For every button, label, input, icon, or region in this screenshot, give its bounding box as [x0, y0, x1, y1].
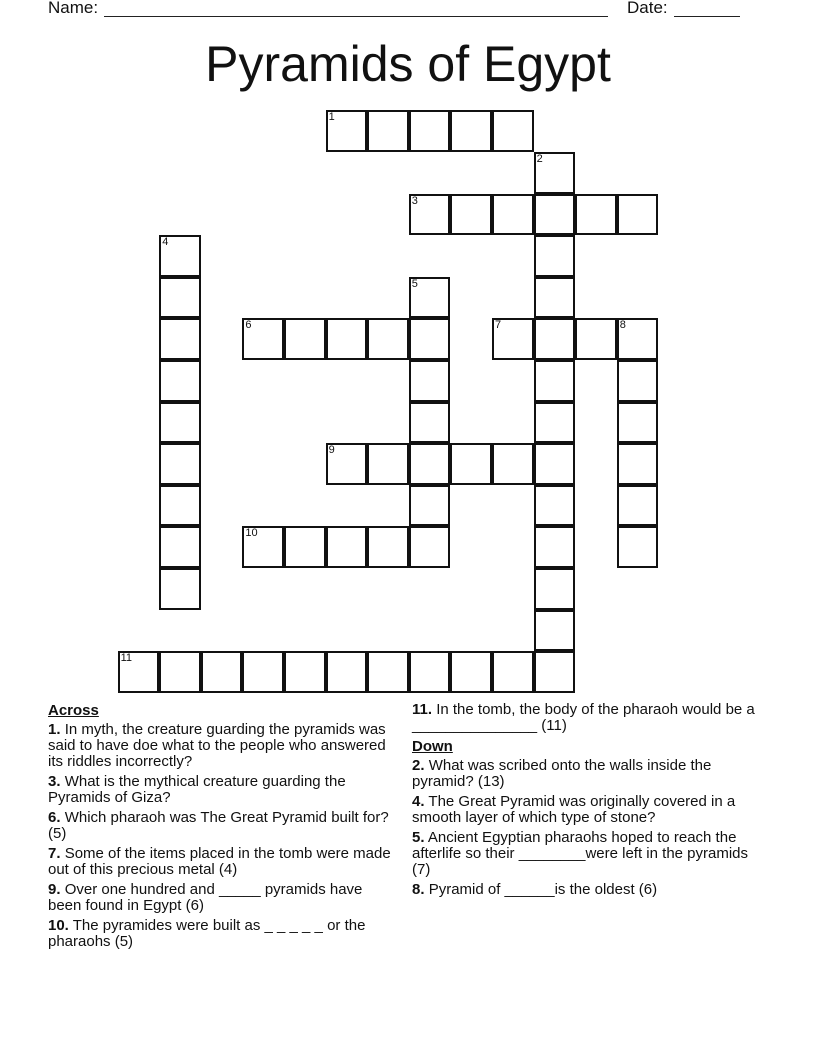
crossword-cell[interactable]	[450, 443, 492, 485]
crossword-cell[interactable]	[617, 402, 659, 444]
clue-across-10: 10. The pyramides were built as _ _ _ _ _ or the pharaohs (5)	[48, 917, 366, 950]
crossword-cell[interactable]	[326, 526, 368, 568]
clue-across-11: 11. In the tomb, the body of the pharaoh would be a _______________ (11)	[412, 701, 755, 734]
crossword-cell[interactable]	[534, 402, 576, 444]
page-title: Pyramids of Egypt	[205, 36, 611, 92]
cell-number: 8	[619, 319, 626, 332]
clue-down-4: 4. The Great Pyramid was originally covered in a smooth layer of which type of stone?	[412, 793, 736, 826]
crossword-cell[interactable]	[409, 110, 451, 152]
clue-across-3: 3. What is the mythical creature guarding the Pyramids of Giza?	[48, 773, 346, 806]
crossword-cell[interactable]	[575, 194, 617, 236]
crossword-cell[interactable]	[284, 318, 326, 360]
clue-down-5: 5. Ancient Egyptian pharaohs hoped to reach the afterlife so their ________were left in the pyramids (7)	[412, 829, 749, 878]
crossword-cell[interactable]	[367, 318, 409, 360]
crossword-cell[interactable]	[159, 402, 201, 444]
name-label: Name:	[48, 0, 99, 17]
crossword-cell[interactable]	[159, 526, 201, 568]
clue-across-6: 6. Which pharaoh was The Great Pyramid built for? (5)	[48, 809, 389, 842]
clue-across-1: 1. In myth, the creature guarding the pyramids was said to have doe what to the people who answered its riddles incorrectly?	[48, 721, 386, 770]
crossword-cell[interactable]	[242, 651, 284, 693]
clue-across-7: 7. Some of the items placed in the tomb were made out of this precious metal (4)	[48, 845, 391, 878]
crossword-cell[interactable]	[534, 152, 576, 194]
crossword-cell[interactable]	[534, 526, 576, 568]
crossword-cell[interactable]	[159, 360, 201, 402]
crossword-cell[interactable]	[326, 443, 368, 485]
crossword-cell[interactable]	[617, 485, 659, 527]
crossword-cell[interactable]	[617, 194, 659, 236]
crossword-cell[interactable]	[159, 277, 201, 319]
crossword-cell[interactable]	[409, 402, 451, 444]
crossword-cell[interactable]	[367, 443, 409, 485]
crossword-cell[interactable]	[575, 318, 617, 360]
crossword-cell[interactable]	[159, 235, 201, 277]
clues-column-right	[412, 702, 762, 902]
crossword-cell[interactable]	[534, 194, 576, 236]
crossword-cell[interactable]	[617, 443, 659, 485]
cell-number: 5	[411, 277, 418, 290]
crossword-cell[interactable]	[159, 485, 201, 527]
crossword-cell[interactable]	[284, 526, 326, 568]
cell-number: 9	[328, 444, 335, 457]
cell-number: 11	[120, 652, 133, 665]
crossword-cell[interactable]	[159, 568, 201, 610]
cell-number: 2	[536, 153, 543, 165]
down-heading: Down	[412, 738, 453, 755]
crossword-cell[interactable]	[409, 485, 451, 527]
crossword-cell[interactable]	[534, 651, 576, 693]
crossword-cell[interactable]	[201, 651, 243, 693]
crossword-cell[interactable]	[450, 651, 492, 693]
crossword-cell[interactable]	[284, 651, 326, 693]
crossword-cell[interactable]	[326, 318, 368, 360]
across-heading: Across	[48, 702, 99, 719]
clues-column-left	[48, 702, 393, 954]
crossword-cell[interactable]	[450, 110, 492, 152]
crossword-cell[interactable]	[242, 526, 284, 568]
crossword-cell[interactable]	[326, 651, 368, 693]
cell-number: 1	[328, 111, 335, 124]
crossword-cell[interactable]	[367, 526, 409, 568]
crossword-cell[interactable]	[409, 651, 451, 693]
crossword-cell[interactable]	[534, 235, 576, 277]
crossword-cell[interactable]	[617, 318, 659, 360]
crossword-cell[interactable]	[409, 318, 451, 360]
crossword-cell[interactable]	[367, 651, 409, 693]
crossword-cell[interactable]	[534, 485, 576, 527]
crossword-cell[interactable]	[492, 651, 534, 693]
clue-across-9: 9. Over one hundred and _____ pyramids have been found in Egypt (6)	[48, 881, 363, 914]
crossword-cell[interactable]	[492, 194, 534, 236]
crossword-cell[interactable]	[118, 651, 160, 693]
crossword-cell[interactable]	[367, 110, 409, 152]
crossword-cell[interactable]	[159, 651, 201, 693]
crossword-cell[interactable]	[326, 110, 368, 152]
crossword-cell[interactable]	[159, 318, 201, 360]
crossword-cell[interactable]	[409, 277, 451, 319]
crossword-cell[interactable]	[534, 360, 576, 402]
cell-number: 7	[495, 319, 502, 332]
crossword-cell[interactable]	[409, 526, 451, 568]
crossword-cell[interactable]	[492, 443, 534, 485]
crossword-cell[interactable]	[492, 318, 534, 360]
crossword-cell[interactable]	[534, 568, 576, 610]
crossword-cell[interactable]	[409, 443, 451, 485]
cell-number: 3	[411, 194, 418, 207]
crossword-cell[interactable]	[534, 443, 576, 485]
clue-down-2: 2. What was scribed onto the walls inside the pyramid? (13)	[412, 757, 712, 790]
crossword-cell[interactable]	[409, 194, 451, 236]
crossword-cell[interactable]	[242, 318, 284, 360]
crossword-cell[interactable]	[492, 110, 534, 152]
crossword-cell[interactable]	[534, 277, 576, 319]
date-label: Date:	[627, 0, 668, 17]
clue-down-8: 8. Pyramid of ______is the oldest (6)	[412, 881, 658, 898]
crossword-cell[interactable]	[159, 443, 201, 485]
crossword-cell[interactable]	[617, 526, 659, 568]
cell-number: 10	[245, 527, 258, 540]
crossword-cell[interactable]	[617, 360, 659, 402]
cell-number: 6	[245, 319, 252, 332]
crossword-cell[interactable]	[409, 360, 451, 402]
crossword-cell[interactable]	[534, 318, 576, 360]
crossword-cell[interactable]	[534, 610, 576, 652]
cell-number: 4	[162, 236, 169, 249]
crossword-cell[interactable]	[450, 194, 492, 236]
